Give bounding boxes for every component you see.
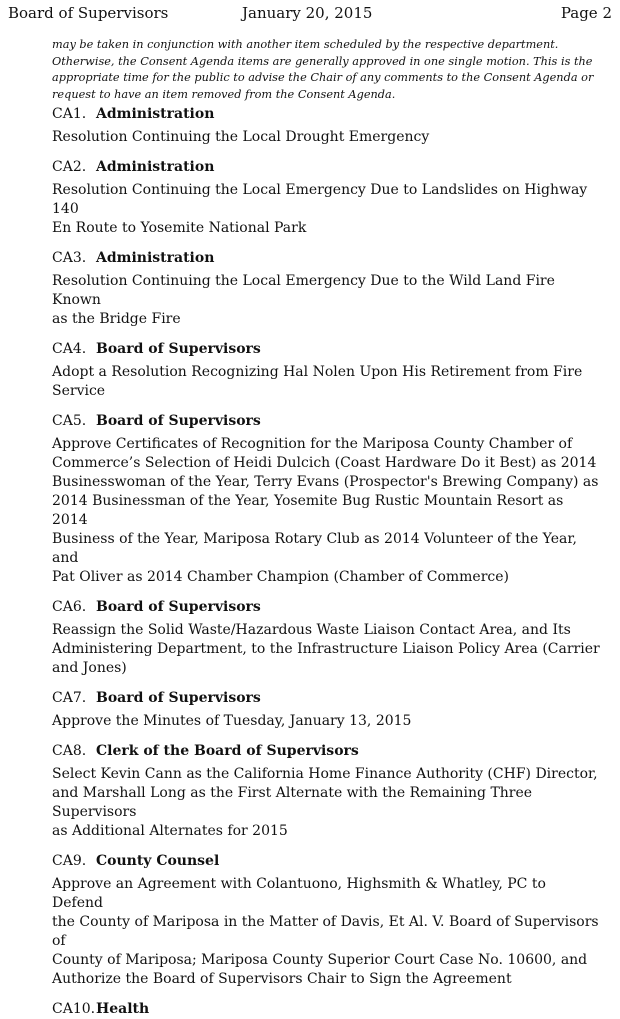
agenda-item-heading [52,688,600,708]
header-date: January 20, 2015 [242,4,373,22]
agenda-item [52,597,600,678]
agenda-item-description [52,712,600,731]
description-line: and Marshall Long as the First Alternate with the Remaining Three Supervisors [52,785,533,820]
consent-agenda-items [52,104,600,1019]
agenda-item-heading [52,248,600,268]
agenda-item-description [52,363,600,401]
description-line: Pat Oliver as 2014 Chamber Champion (Chamber of Commerce) [52,569,509,585]
agenda-item [52,157,600,238]
agenda-item-department: Health [96,1001,150,1017]
description-line: Resolution Continuing the Local Emergency Due to Landslides on Highway 140 [52,182,588,217]
description-line: Approve the Minutes of Tuesday, January 13, 2015 [52,713,412,729]
agenda-item-heading [52,411,600,431]
agenda-item-number: CA8. [52,743,87,759]
description-line: as the Bridge Fire [52,311,181,327]
agenda-item-department: Board of Supervisors [96,413,261,429]
description-line: County of Mariposa; Mariposa County Superior Court Case No. 10600, and [52,952,588,968]
agenda-item-number: CA1. [52,106,87,122]
description-line: Authorize the Board of Supervisors Chair to Sign the Agreement [52,971,512,987]
description-line: En Route to Yosemite National Park [52,220,307,236]
description-line: as Additional Alternates for 2015 [52,823,288,839]
agenda-item-number: CA4. [52,341,87,357]
description-line: Approve Certificates of Recognition for the Mariposa County Chamber of [52,436,573,452]
description-line: Administering Department, to the Infrastructure Liaison Policy Area (Carrier [52,641,600,657]
agenda-item-number: CA10. [52,1001,96,1017]
intro-line: request to have an item removed from the Consent Agenda. [52,87,396,101]
agenda-item-heading [52,741,600,761]
agenda-item-number: CA9. [52,853,87,869]
agenda-item-description [52,272,600,329]
agenda-item-number: CA6. [52,599,87,615]
description-line: Approve an Agreement with Colantuono, Highsmith & Whatley, PC to Defend [52,876,546,911]
agenda-item [52,999,600,1019]
header-board-name: Board of Supervisors [8,4,169,22]
agenda-item [52,851,600,989]
agenda-item-number: CA2. [52,159,87,175]
agenda-item-heading [52,999,600,1019]
agenda-item-description [52,128,600,147]
description-line: Businesswoman of the Year, Terry Evans (Prospector's Brewing Company) as [52,474,599,490]
agenda-item-department: Board of Supervisors [96,341,261,357]
page-header [0,0,620,26]
agenda-item-department: Board of Supervisors [96,690,261,706]
agenda-item [52,688,600,731]
agenda-item-department: Administration [96,250,215,266]
agenda-item-description [52,621,600,678]
agenda-item-department: Board of Supervisors [96,599,261,615]
agenda-item-description [52,435,600,587]
agenda-item-heading [52,157,600,177]
agenda-item [52,104,600,147]
agenda-item-heading [52,104,600,124]
agenda-item-number: CA3. [52,250,87,266]
description-line: Adopt a Resolution Recognizing Hal Nolen Upon His Retirement from Fire [52,364,583,380]
agenda-item-department: Administration [96,159,215,175]
agenda-item-department: County Counsel [96,853,220,869]
description-line: 2014 Businessman of the Year, Yosemite Bug Rustic Mountain Resort as 2014 [52,493,564,528]
description-line: Service [52,383,106,399]
agenda-item-department: Administration [96,106,215,122]
description-line: the County of Mariposa in the Matter of Davis, Et Al. V. Board of Supervisors of [52,914,599,949]
intro-line: may be taken in conjunction with another item scheduled by the respective department. [52,38,559,51]
agenda-item [52,741,600,841]
description-line: Commerce’s Selection of Heidi Dulcich (Coast Hardware Do it Best) as 2014 [52,455,597,471]
agenda-item-department: Clerk of the Board of Supervisors [96,743,359,759]
agenda-item [52,411,600,587]
description-line: Resolution Continuing the Local Emergency Due to the Wild Land Fire Known [52,273,555,308]
agenda-item-heading [52,339,600,359]
intro-line: appropriate time for the public to advise the Chair of any comments to the Consent Agenda or [52,71,594,84]
agenda-item-heading [52,597,600,617]
agenda-item [52,339,600,401]
description-line: Select Kevin Cann as the California Home Finance Authority (CHF) Director, [52,766,598,782]
description-line: Resolution Continuing the Local Drought Emergency [52,129,430,145]
header-page-number: Page 2 [560,4,612,22]
agenda-item-description [52,181,600,238]
description-line: Reassign the Solid Waste/Hazardous Waste Liaison Contact Area, and Its [52,622,571,638]
agenda-item-description [52,875,600,989]
consent-agenda-intro [52,37,597,103]
agenda-item-heading [52,851,600,871]
description-line: Business of the Year, Mariposa Rotary Club as 2014 Volunteer of the Year, and [52,531,577,566]
agenda-item [52,248,600,329]
intro-line: Otherwise, the Consent Agenda items are generally approved in one single motion. This is the [52,54,593,68]
agenda-item-number: CA5. [52,413,87,429]
agenda-item-description [52,765,600,841]
description-line: and Jones) [52,660,127,676]
agenda-item-number: CA7. [52,690,87,706]
